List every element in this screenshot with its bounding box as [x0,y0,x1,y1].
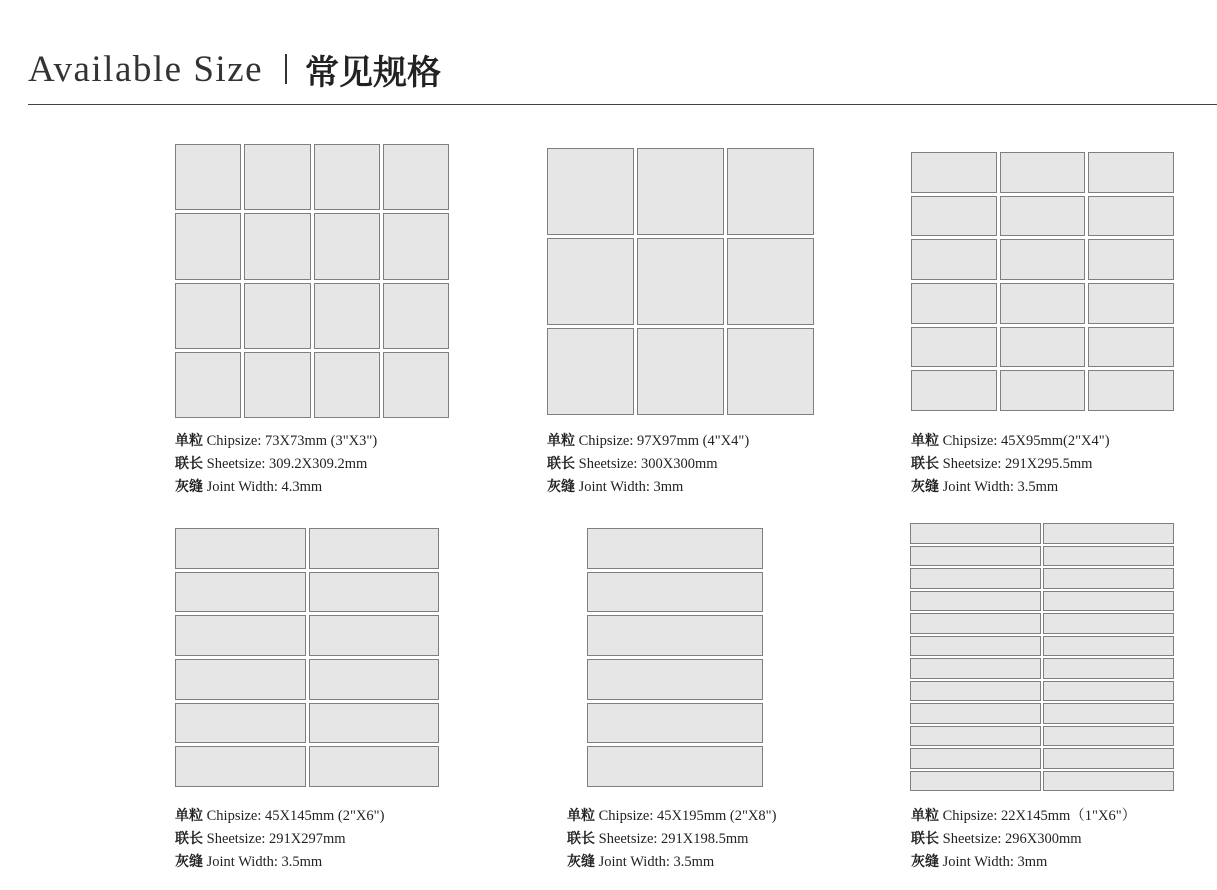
tile-chip [309,659,440,700]
joint-width-line: 灰缝 Joint Width: 4.3mm [175,479,323,495]
tile-chip [1088,327,1174,368]
tile-chip [1000,327,1086,368]
spec-block [175,805,384,874]
tile-chip [383,213,449,279]
tile-chip [314,144,380,210]
tile-chip [547,328,634,415]
tile-chip [910,726,1041,747]
tile-chip [547,148,634,235]
sheetsize-line: 联长 Sheetsize: 291X297mm [175,831,346,847]
tile-chip [1043,703,1174,724]
tile-chip [637,148,724,235]
tile-chip [910,748,1041,769]
tile-chip [727,148,814,235]
tile-pattern-97x97 [547,148,814,415]
tile-chip [1000,152,1086,193]
spec-block [911,430,1110,499]
tile-chip [1043,771,1174,792]
tile-chip [1043,546,1174,567]
page-header [28,44,441,94]
tile-chip [244,213,310,279]
tile-chip [314,283,380,349]
tile-chip [1043,568,1174,589]
tile-chip [911,370,997,411]
tile-chip [727,328,814,415]
header-divider [28,104,1217,105]
tile-chip [910,613,1041,634]
tile-chip [587,659,763,700]
tile-chip [1088,283,1174,324]
tile-chip [1000,196,1086,237]
tile-pattern-73x73 [175,144,449,418]
tile-chip [1043,658,1174,679]
tile-chip [175,528,306,569]
tile-chip [314,213,380,279]
sheetsize-line: 联长 Sheetsize: 291X295.5mm [911,456,1093,472]
chipsize-line: 单粒 Chipsize: 45X145mm (2"X6") [175,808,385,824]
tile-chip [587,615,763,656]
tile-chip [910,591,1041,612]
tile-chip [1088,196,1174,237]
chipsize-line: 单粒 Chipsize: 73X73mm (3"X3") [175,433,378,449]
tile-chip [175,144,241,210]
tile-chip [910,681,1041,702]
tile-chip [910,703,1041,724]
tile-chip [1088,370,1174,411]
tile-pattern-22x145 [910,523,1174,791]
tile-chip [175,213,241,279]
tile-chip [1043,523,1174,544]
spec-block [567,805,776,874]
tile-chip [910,568,1041,589]
tile-chip [175,352,241,418]
tile-chip [244,144,310,210]
tile-chip [175,283,241,349]
title-separator [285,54,287,84]
tile-chip [1043,613,1174,634]
tile-chip [309,746,440,787]
tile-chip [383,352,449,418]
joint-width-line: 灰缝 Joint Width: 3.5mm [911,479,1059,495]
joint-width-line: 灰缝 Joint Width: 3mm [547,479,684,495]
tile-chip [1043,726,1174,747]
spec-block [547,430,749,499]
tile-chip [1000,370,1086,411]
tile-chip [587,528,763,569]
tile-chip [309,703,440,744]
chipsize-line: 单粒 Chipsize: 97X97mm (4"X4") [547,433,750,449]
tile-chip [309,528,440,569]
chipsize-line: 单粒 Chipsize: 45X95mm(2"X4") [911,433,1110,449]
tile-chip [547,238,634,325]
tile-chip [587,703,763,744]
tile-chip [175,615,306,656]
sheetsize-line: 联长 Sheetsize: 300X300mm [547,456,718,472]
tile-chip [911,239,997,280]
tile-chip [910,546,1041,567]
tile-chip [383,144,449,210]
tile-chip [1088,152,1174,193]
joint-width-line: 灰缝 Joint Width: 3mm [911,854,1048,870]
tile-chip [910,658,1041,679]
tile-chip [1043,681,1174,702]
tile-chip [637,238,724,325]
tile-chip [309,572,440,613]
spec-block [911,805,1136,874]
tile-chip [910,636,1041,657]
tile-pattern-45x195 [587,528,763,787]
tile-chip [1000,239,1086,280]
tile-chip [314,352,380,418]
tile-pattern-45x95 [911,152,1174,411]
sheetsize-line: 联长 Sheetsize: 291X198.5mm [567,831,749,847]
chipsize-line: 单粒 Chipsize: 22X145mm（1"X6"） [911,808,1137,824]
sheetsize-line: 联长 Sheetsize: 296X300mm [911,831,1082,847]
tile-chip [910,771,1041,792]
tile-chip [175,659,306,700]
joint-width-line: 灰缝 Joint Width: 3.5mm [567,854,715,870]
tile-chip [911,152,997,193]
tile-chip [383,283,449,349]
tile-chip [911,196,997,237]
tile-chip [175,572,306,613]
tile-chip [910,523,1041,544]
sheetsize-line: 联长 Sheetsize: 309.2X309.2mm [175,456,368,472]
page-title-en: Available Size [28,48,264,90]
tile-chip [637,328,724,415]
tile-chip [1043,748,1174,769]
page-title-cn: 常见规格 [305,52,442,93]
tile-chip [1088,239,1174,280]
tile-chip [1000,283,1086,324]
tile-chip [911,327,997,368]
tile-chip [911,283,997,324]
joint-width-line: 灰缝 Joint Width: 3.5mm [175,854,323,870]
spec-block [175,430,377,499]
tile-pattern-45x145 [175,528,439,787]
tile-chip [1043,591,1174,612]
tile-chip [244,283,310,349]
tile-chip [587,572,763,613]
tile-chip [244,352,310,418]
tile-chip [309,615,440,656]
tile-chip [1043,636,1174,657]
tile-chip [175,703,306,744]
tile-chip [727,238,814,325]
tile-chip [175,746,306,787]
chipsize-line: 单粒 Chipsize: 45X195mm (2"X8") [567,808,777,824]
tile-chip [587,746,763,787]
